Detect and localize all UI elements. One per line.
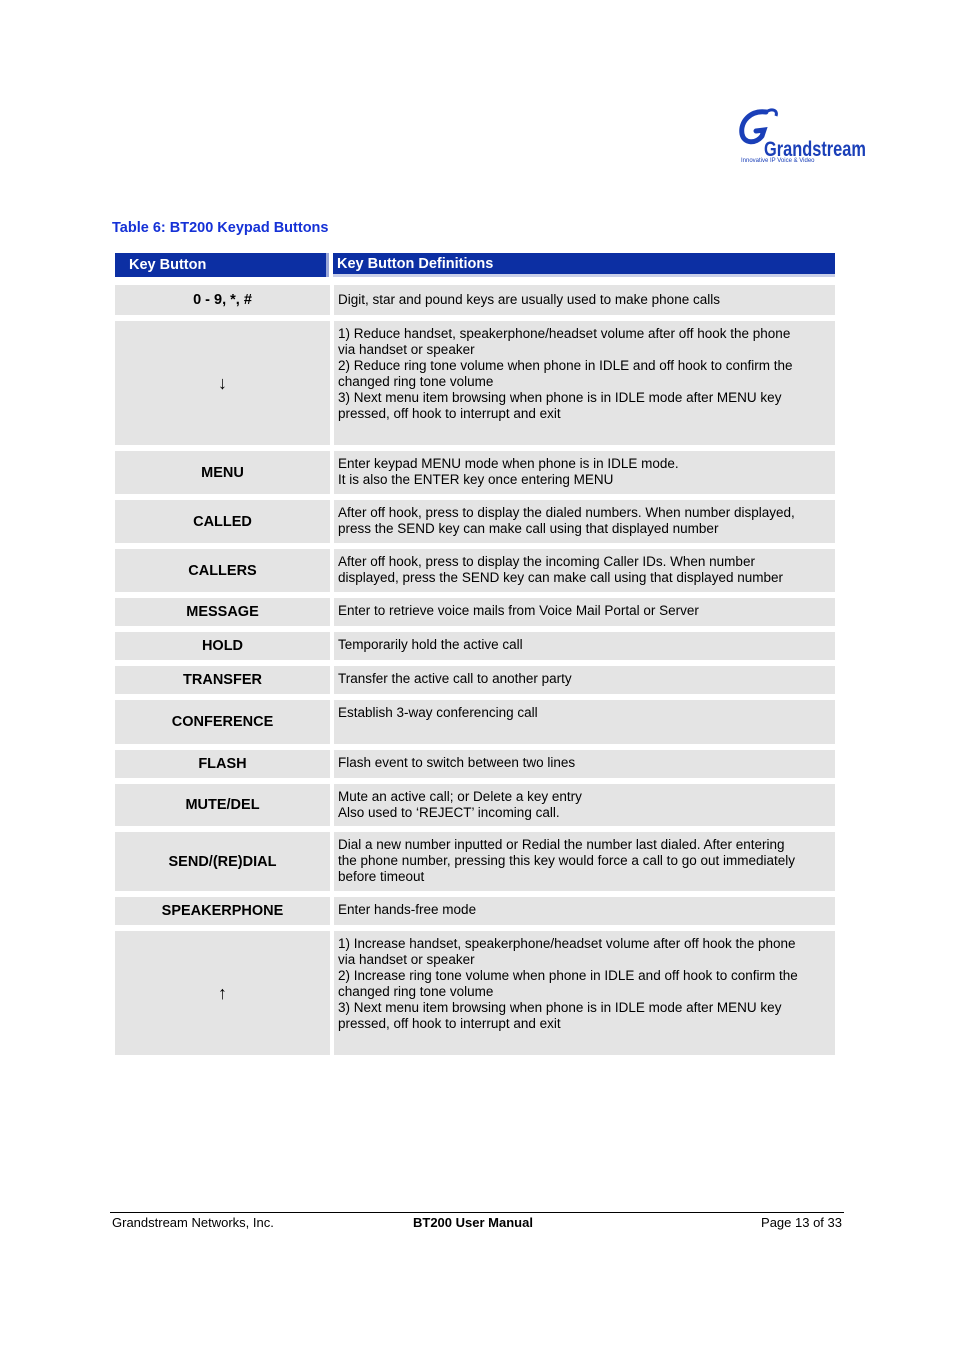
key-cell: SEND/(RE)DIAL	[115, 832, 330, 891]
key-cell: MESSAGE	[115, 598, 330, 626]
key-cell: SPEAKERPHONE	[115, 897, 330, 925]
definition-cell: Transfer the active call to another party	[334, 666, 835, 694]
footer-manual-title: BT200 User Manual	[413, 1215, 533, 1230]
table-row	[113, 750, 835, 778]
key-cell: HOLD	[115, 632, 330, 660]
key-cell: CALLED	[115, 500, 330, 543]
table-row	[113, 451, 835, 494]
definition-cell: After off hook, press to display the incoming Caller IDs. When number displayed, press the SEND key can make call using that displayed number	[334, 549, 835, 592]
footer-page-number: Page 13 of 33	[761, 1215, 842, 1230]
table-row	[113, 549, 835, 592]
definition-cell: Enter hands-free mode	[334, 897, 835, 925]
definition-cell: After off hook, press to display the dialed numbers. When number displayed, press the SEND key can make call using that displayed number	[334, 500, 835, 543]
table-row	[113, 321, 835, 445]
footer-company: Grandstream Networks, Inc.	[112, 1215, 274, 1230]
table-row	[113, 285, 835, 315]
definition-cell: Mute an active call; or Delete a key entry Also used to ‘REJECT’ incoming call.	[334, 784, 835, 826]
table-row	[113, 632, 835, 660]
table-row	[113, 832, 835, 891]
footer-divider	[110, 1212, 844, 1213]
up-arrow-key-cell: ↑	[115, 931, 330, 1055]
grandstream-logo	[736, 104, 866, 166]
definition-cell: 1) Increase handset, speakerphone/headset volume after off hook the phone via handset or speaker 2) Increase ring tone volume when phone in IDLE and off hook to confirm the changed ring tone volume 3) Next menu item browsing when phone is in IDLE mode after MENU key pressed, off hook to interrupt and exit	[334, 931, 835, 1055]
table-caption: Table 6: BT200 Keypad Buttons	[112, 220, 329, 236]
definition-cell: Digit, star and pound keys are usually used to make phone calls	[334, 285, 835, 315]
table-row	[113, 666, 835, 694]
svg-text:Innovative IP Voice & Video: Innovative IP Voice & Video	[741, 158, 815, 164]
definition-cell: Enter keypad MENU mode when phone is in IDLE mode. It is also the ENTER key once entering MENU	[334, 451, 835, 494]
definition-cell: Dial a new number inputted or Redial the number last dialed. After entering the phone number, pressing this key would force a call to go out immediately before timeout	[334, 832, 835, 891]
definition-cell: Flash event to switch between two lines	[334, 750, 835, 778]
key-cell: FLASH	[115, 750, 330, 778]
table-row	[113, 598, 835, 626]
key-cell: TRANSFER	[115, 666, 330, 694]
definition-cell: Temporarily hold the active call	[334, 632, 835, 660]
definition-cell: 1) Reduce handset, speakerphone/headset volume after off hook the phone via handset or speaker 2) Reduce ring tone volume when phone in IDLE and off hook to confirm the changed ring tone volume 3) Next menu item browsing when phone is in IDLE mode after MENU key pressed, off hook to interrupt and exit	[334, 321, 835, 445]
key-cell: MENU	[115, 451, 330, 494]
table-row	[113, 784, 835, 826]
header-key-button: Key Button	[115, 253, 329, 277]
down-arrow-key-cell: ↓	[115, 321, 330, 445]
key-cell: MUTE/DEL	[115, 784, 330, 826]
header-definitions: Key Button Definitions	[333, 253, 835, 277]
key-cell: CONFERENCE	[115, 700, 330, 744]
key-cell: 0 - 9, *, #	[115, 285, 330, 315]
table-row	[113, 700, 835, 744]
table-row	[113, 931, 835, 1055]
key-cell: CALLERS	[115, 549, 330, 592]
definition-cell: Enter to retrieve voice mails from Voice Mail Portal or Server	[334, 598, 835, 626]
svg-text:Grandstream: Grandstream	[764, 137, 866, 161]
table-row	[113, 500, 835, 543]
definition-cell: Establish 3-way conferencing call	[334, 700, 835, 744]
table-row	[113, 897, 835, 925]
table-header	[113, 253, 835, 277]
keypad-buttons-table	[113, 253, 835, 1055]
